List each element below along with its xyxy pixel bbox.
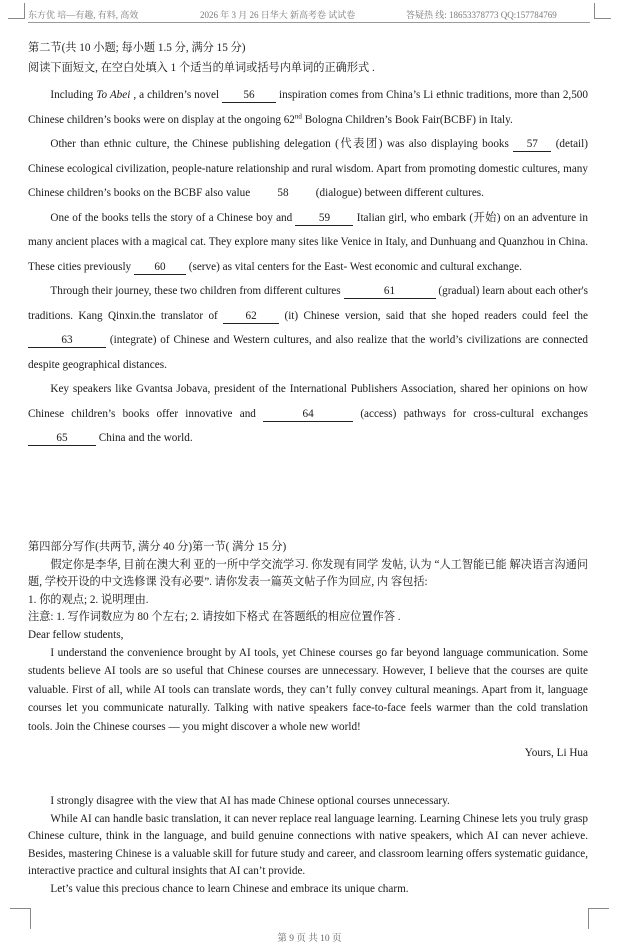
letter-greeting: Dear fellow students, [28,628,124,641]
header-exam: 2026 年 3 月 26 日华大 新高考卷 试试卷 [200,10,356,20]
writing-prompt: 假定你是李华, 目前在澳大利 亚的一所中学交流学习. 你发现有同学 发帖, 认为 “人工智能已能 解决语言沟通问题, 学校开设的中文选修课 没有必要”. 请你发表一篇英文帖子作为回应, 内 容包括: [28,558,588,588]
blank-57: 57 [513,138,551,152]
page-header [28,6,590,23]
answer-paragraph-1: I strongly disagree with the view that AI has made Chinese optional courses unnecessary. [50,795,450,807]
header-hotline: 答疑热 线: 18653378773 QQ:157784769 [406,10,557,20]
book-title: To Abei [96,89,131,101]
blank-59: 59 [295,212,353,226]
letter-signature: Yours, Li Hua [524,747,588,760]
cloze-section [28,40,588,451]
corner-mark-top-right [594,3,611,19]
passage-paragraph-2: Other than ethnic culture, the Chinese publishing delegation (代表团) was also displaying books 57 (detail) Chinese ecological civilization, people-nature relationship and rural wisdom. Apart from promoting domestic cultures, many Chinese children’s books on the BCBF also value 58 (dialogue) between different cultures. [28,138,588,199]
writing-section [28,539,588,762]
passage-paragraph-4: Through their journey, these two children from different cultures 61 (gradual) learn about each other's traditions. Kang Qinxin.the translator of 62 (it) Chinese version, said that she hoped readers could feel the 63 (integrate) of Chinese and Western cultures, and also realize that the world’s civilizations are connected despite geographical distances. [28,285,588,371]
answer-paragraph-3: Let’s value this precious chance to learn Chinese and embrace its unique charm. [50,882,409,895]
blank-58: 58 [277,187,289,199]
corner-mark-bottom-left [10,908,31,929]
writing-note: 注意: 1. 写作词数应为 80 个左右; 2. 请按如下格式 在答题纸的相应位置作答 . [28,611,401,623]
section-instruction: 阅读下面短文, 在空白处填入 1 个适当的单词或括号内单词的正确形式 . [28,62,375,74]
passage-paragraph-3: One of the books tells the story of a Chinese boy and 59 Italian girl, who embark (开始) on an adventure in many ancient places with a magical cat. They explore many sites like Venice in Italy, and Dunhuang and Quanzhou in China. These cities previously 60 (serve) as vital centers for the East- West economic and cultural exchange. [28,211,588,273]
blank-63: 63 [28,334,106,348]
section-title: 第二节(共 10 小题; 每小题 1.5 分, 满分 15 分) [28,42,246,54]
blank-61: 61 [344,285,436,299]
letter-body: I understand the convenience brought by AI tools, yet Chinese courses go far beyond language communication. Some students believe AI tools are so useful that Chinese courses are unnecessary. However, I believe that the courses are quite valuable. First of all, while AI tools can translate words, they can’t fully convey cultural meanings. Apart from it, language courses let you communicate naturally. Talking with native speakers face-to-face feels warmer than the cold translation tools. Join the Chinese courses — you might discover a whole new world! [28,647,588,733]
passage-paragraph-5: Key speakers like Gvantsa Jobava, president of the International Publishers Association, shared her opinions on how Chinese children’s books offer innovative and 64 (access) pathways for cross-cultural exchanges 65 China and the world. [28,383,588,444]
writing-title: 第四部分写作(共两节, 满分 40 分)第一节( 满分 15 分) [28,541,287,553]
sample-answer [28,793,588,899]
passage-paragraph-1: Including To Abei , a children’s novel 56 inspiration comes from China’s Li ethnic traditions, more than 2,500 Chinese children’s books were on display at the ongoing 62nd Bologna Children’s Book Fair(BCBF) in Italy. [28,89,588,126]
corner-mark-bottom-right [588,908,609,929]
answer-paragraph-2: While AI can handle basic translation, it can never replace real language learning. Learning Chinese lets you truly grasp Chinese culture, think in the language, and build genuine connections with native speakers, which AI can never achieve. Besides, mastering Chinese is a valuable skill for future study and career, and classroom learning offers systematic guidance, interactive practice and cultural insights that AI can’t provide. [28,812,588,878]
blank-64: 64 [263,408,353,422]
writing-points: 1. 你的观点; 2. 说明理由. [28,593,149,606]
page-number: 第 9 页 共 10 页 [277,934,342,944]
blank-56: 56 [222,89,276,103]
corner-mark-top-left [8,3,25,19]
blank-65: 65 [28,432,96,446]
blank-62: 62 [223,310,279,324]
header-school: 东方优 培—有趣, 有料, 高效 [28,10,139,20]
blank-60: 60 [134,261,186,275]
